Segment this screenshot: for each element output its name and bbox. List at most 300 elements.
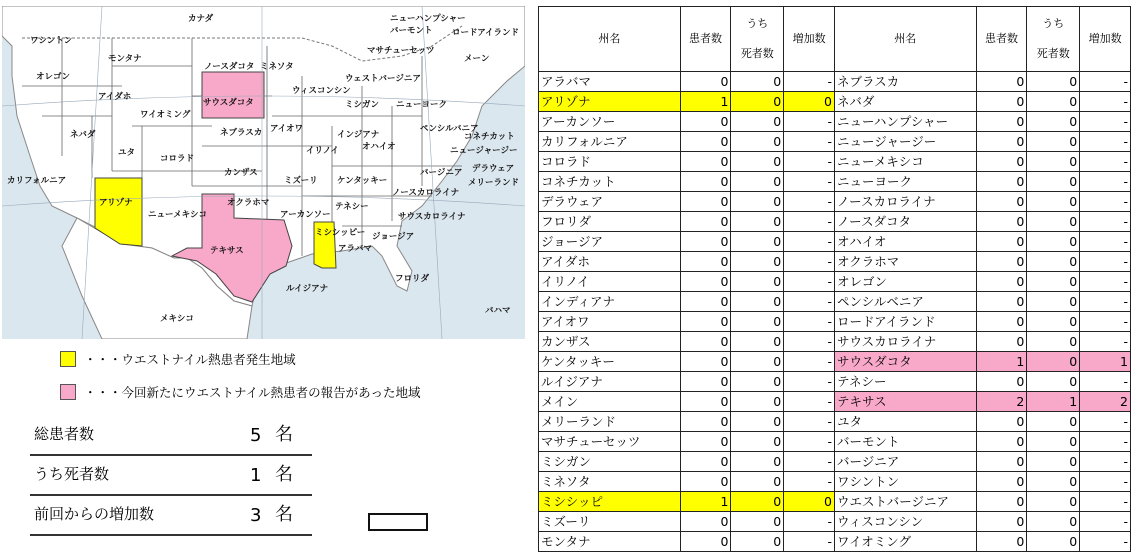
deaths-cell: 0 [1027,252,1080,272]
map-label: ネブラスカ [220,128,263,138]
state-name: テキサス [834,392,976,412]
deaths-cell: 0 [1027,212,1080,232]
summary-label: 総患者数 [34,425,95,443]
state-name: ミシガン [539,452,681,472]
state-name: フロリダ [539,212,681,232]
patients-cell: 0 [680,432,731,452]
map-label: メリーランド [468,178,520,188]
increase-cell: - [1080,312,1131,332]
map-label: フロリダ [395,274,430,284]
state-name: バージニア [834,452,976,472]
state-name: マサチューセッツ [539,432,681,452]
increase-cell: - [784,452,835,472]
deaths-cell: 0 [1027,92,1080,112]
summary-increase [30,496,312,536]
map-label: ウィスコンシン [292,86,351,96]
summary-label: うち死者数 [34,465,110,483]
map-label: ミズーリ [284,176,318,186]
patients-cell: 1 [680,92,731,112]
patients-cell: 0 [976,432,1027,452]
legend-pink-swatch [60,384,76,400]
state-name: ノースカロライナ [834,192,976,212]
state-cases-table [538,6,1131,552]
state-name: コロラド [539,152,681,172]
state-name: ニュージャージー [834,132,976,152]
map-label: サウスダコタ [203,98,254,108]
deaths-cell: 0 [1027,232,1080,252]
map-label: マサチューセッツ [367,46,435,56]
patients-cell: 0 [680,152,731,172]
table-row [539,312,1131,332]
increase-cell: - [784,252,835,272]
increase-cell: - [1080,132,1131,152]
deaths-cell: 0 [731,292,784,312]
map-label: ニューヨーク [396,100,448,110]
state-name: ウエストバージニア [834,492,976,512]
table-row [539,172,1131,192]
header-state: 州名 [539,7,681,72]
patients-cell: 0 [680,452,731,472]
deaths-cell: 0 [1027,172,1080,192]
increase-cell: - [784,432,835,452]
increase-cell: - [1080,232,1131,252]
patients-cell: 1 [680,492,731,512]
deaths-cell: 0 [731,192,784,212]
map-label: ネバダ [70,130,96,140]
state-name: ノースダコタ [834,212,976,232]
table-row [539,72,1131,92]
map-label: ユタ [118,148,136,158]
state-name: ルイジアナ [539,372,681,392]
patients-cell: 0 [680,532,731,552]
patients-cell: 0 [976,332,1027,352]
patients-cell: 0 [680,512,731,532]
patients-cell: 0 [976,152,1027,172]
legend-new-report [60,383,421,401]
increase-cell: 0 [784,92,835,112]
increase-cell: - [784,72,835,92]
table-row [539,232,1131,252]
patients-cell: 0 [976,192,1027,212]
header-deaths-top: うち [1042,17,1065,30]
map-label: コネチカット [464,132,515,142]
map-label: ペンシルバニア [420,124,479,134]
map-label: バハマ [485,306,511,316]
patients-cell: 0 [680,72,731,92]
increase-cell: - [1080,152,1131,172]
header-deaths-top: うち [746,17,769,30]
deaths-cell: 0 [731,412,784,432]
state-name: ケンタッキー [539,352,681,372]
patients-cell: 0 [976,532,1027,552]
table-row [539,112,1131,132]
table-row [539,472,1131,492]
header-deaths [731,7,784,72]
increase-cell: - [1080,432,1131,452]
increase-cell: - [784,312,835,332]
map-label: ミシガン [345,100,380,110]
deaths-cell: 0 [731,112,784,132]
summary-unit: 名 [275,464,293,485]
state-name: アリゾナ [539,92,681,112]
state-name: モンタナ [539,532,681,552]
map-label: オクラホマ [227,198,270,208]
map-label: ジョージア [372,232,415,242]
state-name: カンザス [539,332,681,352]
deaths-cell: 0 [1027,152,1080,172]
deaths-cell: 0 [1027,292,1080,312]
map-label: バーモント [390,26,433,36]
patients-cell: 2 [976,392,1027,412]
patients-cell: 0 [976,372,1027,392]
deaths-cell: 0 [731,532,784,552]
patients-cell: 0 [976,412,1027,432]
patients-cell: 0 [680,172,731,192]
patients-cell: 0 [976,212,1027,232]
state-name: ネブラスカ [834,72,976,92]
state-name: ジョージア [539,232,681,252]
increase-cell: - [1080,172,1131,192]
increase-cell: 0 [784,492,835,512]
empty-box [368,513,428,531]
state-name: サウスダコタ [834,352,976,372]
summary-value: 1 [250,465,262,486]
increase-cell: - [784,132,835,152]
map-label: テキサス [210,246,244,256]
increase-cell: - [1080,212,1131,232]
deaths-cell: 0 [731,452,784,472]
table-row [539,532,1131,552]
state-name: ミシシッピ [539,492,681,512]
map-label: ワシントン [30,36,73,46]
table-row [539,372,1131,392]
deaths-cell: 0 [1027,512,1080,532]
patients-cell: 0 [976,132,1027,152]
increase-cell: - [784,332,835,352]
state-name: ペンシルベニア [834,292,976,312]
table-row [539,332,1131,352]
table-row [539,432,1131,452]
state-name: ミネソタ [539,472,681,492]
deaths-cell: 0 [731,172,784,192]
map-label: イリノイ [306,146,339,156]
state-name: ワシントン [834,472,976,492]
legend-new-label: ・・・今回新たにウエストナイル熱患者の報告があった地域 [84,385,421,400]
deaths-cell: 0 [1027,352,1080,372]
table-row [539,132,1131,152]
state-south-dakota [202,72,264,118]
table-row [539,92,1131,112]
increase-cell: 2 [1080,392,1131,412]
table-row [539,292,1131,312]
increase-cell: - [784,212,835,232]
map-label: アーカンソー [280,210,331,220]
increase-cell: - [784,232,835,252]
state-name: ミズーリ [539,512,681,532]
increase-cell: 1 [1080,352,1131,372]
map-label: モンタナ [108,54,142,64]
deaths-cell: 0 [1027,112,1080,132]
header-deaths [1027,7,1080,72]
increase-cell: - [784,372,835,392]
patients-cell: 1 [976,352,1027,372]
map-label: ロードアイランド [452,28,519,38]
deaths-cell: 0 [731,132,784,152]
deaths-cell: 0 [1027,272,1080,292]
legend-reported-label: ・・・ウエストナイル熱患者発生地域 [84,352,296,367]
state-name: イリノイ [539,272,681,292]
map-label: ウェストバージニア [345,74,421,84]
patients-cell: 0 [680,332,731,352]
summary-value: 5 [250,425,262,446]
summary-total [30,416,312,456]
patients-cell: 0 [976,272,1027,292]
increase-cell: - [784,112,835,132]
map-label: ルイジアナ [286,284,329,294]
increase-cell: - [1080,332,1131,352]
state-name: インディアナ [539,292,681,312]
map-label: オレゴン [36,72,71,82]
increase-cell: - [1080,412,1131,432]
table-row [539,392,1131,412]
map-label: バージニア [420,168,463,178]
patients-cell: 0 [680,252,731,272]
table-row [539,192,1131,212]
state-name: ニューハンプシャー [834,112,976,132]
map-label: ニュージャージー [450,146,518,156]
deaths-cell: 0 [1027,492,1080,512]
increase-cell: - [784,172,835,192]
patients-cell: 0 [976,492,1027,512]
state-name: アーカンソー [539,112,681,132]
deaths-cell: 0 [731,332,784,352]
state-name: デラウェア [539,192,681,212]
table-row [539,252,1131,272]
patients-cell: 0 [680,192,731,212]
state-name: アイダホ [539,252,681,272]
deaths-cell: 0 [731,152,784,172]
map-label: インジアナ [337,130,380,140]
state-name: ニューヨーク [834,172,976,192]
deaths-cell: 0 [1027,432,1080,452]
map-label: カリフォルニア [7,176,67,186]
deaths-cell: 0 [1027,412,1080,432]
increase-cell: - [1080,452,1131,472]
state-name: アイオワ [539,312,681,332]
us-map [2,6,525,339]
deaths-cell: 0 [731,72,784,92]
deaths-cell: 0 [1027,532,1080,552]
increase-cell: - [784,272,835,292]
table-row [539,272,1131,292]
deaths-cell: 1 [1027,392,1080,412]
patients-cell: 0 [680,132,731,152]
patients-cell: 0 [976,172,1027,192]
state-name: カリフォルニア [539,132,681,152]
patients-cell: 0 [976,472,1027,492]
header-patients: 患者数 [680,7,731,72]
table-row [539,212,1131,232]
map-label: カナダ [188,14,214,24]
deaths-cell: 0 [1027,452,1080,472]
deaths-cell: 0 [731,92,784,112]
table-row [539,452,1131,472]
legend-yellow-swatch [60,351,76,367]
deaths-cell: 0 [731,312,784,332]
increase-cell: - [784,512,835,532]
patients-cell: 0 [976,92,1027,112]
legend-reported [60,350,296,368]
patients-cell: 0 [680,212,731,232]
state-name: ワイオミング [834,532,976,552]
map-label: ノースカロライナ [392,188,460,198]
patients-cell: 0 [680,112,731,132]
map-label: サウスカロライナ [398,212,466,222]
map-label: ケンタッキー [337,176,388,186]
patients-cell: 0 [680,292,731,312]
summary-deaths [30,456,312,496]
summary-value: 3 [250,505,262,526]
increase-cell: - [784,392,835,412]
deaths-cell: 0 [731,212,784,232]
increase-cell: - [1080,292,1131,312]
patients-cell: 0 [680,412,731,432]
deaths-cell: 0 [1027,132,1080,152]
map-label: ノースダコタ [204,62,255,72]
map-label: ニューメキシコ [148,210,207,220]
patients-cell: 0 [976,312,1027,332]
map-label: メキシコ [160,314,194,324]
header-deaths-bottom: 死者数 [740,47,774,60]
state-name: ニューメキシコ [834,152,976,172]
table-header-row [539,7,1131,72]
map-label: アリゾナ [99,198,133,208]
deaths-cell: 0 [731,432,784,452]
increase-cell: - [1080,492,1131,512]
table-row [539,492,1131,512]
map-label: メーン [464,54,490,64]
summary-unit: 名 [275,424,293,445]
state-name: オレゴン [834,272,976,292]
increase-cell: - [1080,72,1131,92]
map-label: アラバマ [338,244,373,254]
state-name: ウィスコンシン [834,512,976,532]
increase-cell: - [784,152,835,172]
header-increase: 増加数 [784,7,835,72]
increase-cell: - [784,532,835,552]
increase-cell: - [1080,512,1131,532]
increase-cell: - [1080,112,1131,132]
map-label: ワイオミング [140,110,191,120]
table-row [539,152,1131,172]
state-name: ネバダ [834,92,976,112]
deaths-cell: 0 [1027,472,1080,492]
deaths-cell: 0 [731,272,784,292]
increase-cell: - [784,472,835,492]
patients-cell: 0 [680,352,731,372]
header-increase: 増加数 [1080,7,1131,72]
patients-cell: 0 [976,112,1027,132]
patients-cell: 0 [680,372,731,392]
table-row [539,412,1131,432]
deaths-cell: 0 [1027,192,1080,212]
patients-cell: 0 [976,252,1027,272]
deaths-cell: 0 [731,352,784,372]
deaths-cell: 0 [1027,72,1080,92]
deaths-cell: 0 [731,512,784,532]
summary-label: 前回からの増加数 [34,505,155,523]
map-label: アイダホ [98,92,132,102]
header-patients: 患者数 [976,7,1027,72]
deaths-cell: 0 [731,252,784,272]
header-state: 州名 [834,7,976,72]
state-name: テネシー [834,372,976,392]
map-label: アイオワ [270,124,303,134]
deaths-cell: 0 [731,472,784,492]
patients-cell: 0 [976,72,1027,92]
deaths-cell: 0 [731,392,784,412]
increase-cell: - [784,292,835,312]
deaths-cell: 0 [1027,332,1080,352]
patients-cell: 0 [680,312,731,332]
patients-cell: 0 [680,392,731,412]
map-label: テネシー [335,202,369,212]
patients-cell: 0 [976,292,1027,312]
map-label: コロラド [160,154,195,164]
patients-cell: 0 [976,452,1027,472]
deaths-cell: 0 [731,372,784,392]
state-name: サウスカロライナ [834,332,976,352]
header-deaths-bottom: 死者数 [1036,47,1070,60]
patients-cell: 0 [976,512,1027,532]
state-name: ユタ [834,412,976,432]
patients-cell: 0 [976,232,1027,252]
increase-cell: - [1080,472,1131,492]
state-name: メリーランド [539,412,681,432]
deaths-cell: 0 [1027,372,1080,392]
increase-cell: - [1080,92,1131,112]
deaths-cell: 0 [731,232,784,252]
state-name: コネチカット [539,172,681,192]
increase-cell: - [784,352,835,372]
increase-cell: - [1080,252,1131,272]
state-name: オクラホマ [834,252,976,272]
patients-cell: 0 [680,472,731,492]
map-label: カンザス [224,168,258,178]
table-row [539,352,1131,372]
increase-cell: - [784,412,835,432]
increase-cell: - [784,192,835,212]
increase-cell: - [1080,532,1131,552]
state-name: メイン [539,392,681,412]
table-row [539,512,1131,532]
state-name: アラバマ [539,72,681,92]
increase-cell: - [1080,372,1131,392]
map-label: オハイオ [362,142,396,152]
increase-cell: - [1080,272,1131,292]
state-name: オハイオ [834,232,976,252]
map-label: デラウェア [472,164,515,174]
state-name: バーモント [834,432,976,452]
map-label: ミシシッピー [315,228,366,238]
map-label: ミネソタ [260,62,294,72]
state-name: ロードアイランド [834,312,976,332]
deaths-cell: 0 [731,492,784,512]
patients-cell: 0 [680,272,731,292]
map-label: ニューハンプシャー [390,14,466,24]
deaths-cell: 0 [1027,312,1080,332]
increase-cell: - [1080,192,1131,212]
